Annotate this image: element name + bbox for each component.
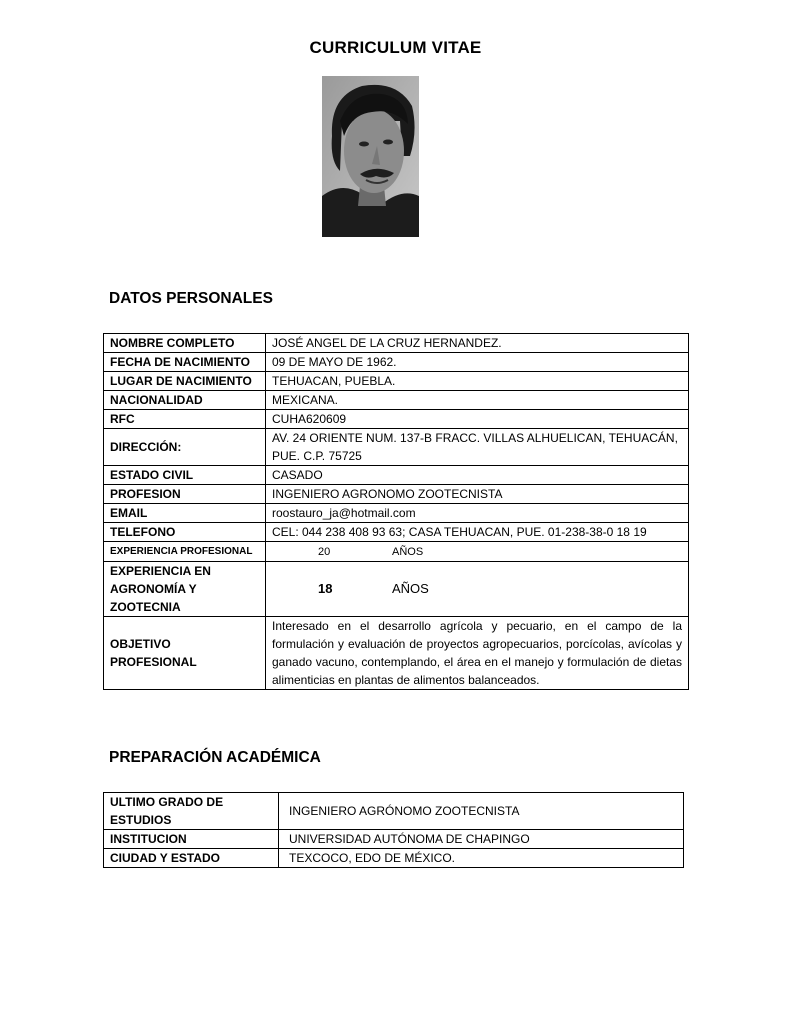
row-value: TEXCOCO, EDO DE MÉXICO.: [279, 849, 684, 868]
experience-label: EXPERIENCIA PROFESIONAL: [104, 542, 266, 562]
row-value: MEXICANA.: [266, 391, 689, 410]
table-row: [104, 485, 689, 504]
table-row: [104, 410, 689, 429]
experience-years: 20: [318, 546, 331, 558]
row-label: PROFESION: [104, 485, 266, 504]
profile-photo: [322, 76, 419, 237]
row-value: AV. 24 ORIENTE NUM. 137-B FRACC. VILLAS ALHUELICAN, TEHUACÁN, PUE. C.P. 75725: [266, 429, 689, 466]
agro-experience-unit: AÑOS: [392, 581, 429, 596]
table-row: [104, 353, 689, 372]
email-value: roostauro_ja@hotmail.com: [266, 504, 689, 523]
objective-label: OBJETIVO PROFESIONAL: [104, 617, 266, 690]
table-row: [104, 466, 689, 485]
table-row: [104, 793, 684, 830]
table-row: [104, 334, 689, 353]
row-value: 09 DE MAYO DE 1962.: [266, 353, 689, 372]
row-label: CIUDAD Y ESTADO: [104, 849, 279, 868]
table-row: [104, 617, 689, 690]
table-row: [104, 849, 684, 868]
table-row: [104, 391, 689, 410]
row-label: NACIONALIDAD: [104, 391, 266, 410]
row-label: FECHA DE NACIMIENTO: [104, 353, 266, 372]
agro-experience-value: [266, 562, 689, 617]
row-label: ULTIMO GRADO DE ESTUDIOS: [104, 793, 279, 830]
agro-experience-label: EXPERIENCIA EN AGRONOMÍA Y ZOOTECNIA: [104, 562, 266, 617]
phone-value: CEL: 044 238 408 93 63; CASA TEHUACAN, PUE. 01-238-38-0 18 19: [266, 523, 689, 542]
objective-value: Interesado en el desarrollo agrícola y pecuario, en el campo de la formulación y evaluación de proyectos agropecuarios, porcícolas, avícolas y ganado vacuno, contemplando, el área en el manejo y formulación de dietas alimenticias en plantas de alimentos balanceados.: [266, 617, 689, 690]
row-value: JOSÉ ANGEL DE LA CRUZ HERNANDEZ.: [266, 334, 689, 353]
row-label: RFC: [104, 410, 266, 429]
row-value: INGENIERO AGRÓNOMO ZOOTECNISTA: [279, 793, 684, 830]
row-value: CUHA620609: [266, 410, 689, 429]
personal-data-table: [103, 333, 689, 690]
academic-heading: PREPARACIÓN ACADÉMICA: [109, 749, 321, 766]
row-value: UNIVERSIDAD AUTÓNOMA DE CHAPINGO: [279, 830, 684, 849]
row-value: TEHUACAN, PUEBLA.: [266, 372, 689, 391]
row-label: EMAIL: [104, 504, 266, 523]
document-title: CURRICULUM VITAE: [309, 38, 482, 57]
table-row: [104, 429, 689, 466]
row-label: LUGAR DE NACIMIENTO: [104, 372, 266, 391]
personal-data-heading: DATOS PERSONALES: [109, 290, 273, 307]
table-row: [104, 562, 689, 617]
row-label: TELEFONO: [104, 523, 266, 542]
row-label: ESTADO CIVIL: [104, 466, 266, 485]
row-value: CASADO: [266, 466, 689, 485]
row-label: INSTITUCION: [104, 830, 279, 849]
table-row: [104, 542, 689, 562]
experience-unit: AÑOS: [392, 546, 424, 558]
table-row: [104, 830, 684, 849]
row-label: NOMBRE COMPLETO: [104, 334, 266, 353]
row-label: DIRECCIÓN:: [104, 429, 266, 466]
row-value: INGENIERO AGRONOMO ZOOTECNISTA: [266, 485, 689, 504]
experience-value: [266, 542, 689, 562]
academic-table: [103, 792, 684, 868]
portrait-image: [322, 76, 419, 237]
agro-experience-years: 18: [318, 581, 333, 596]
table-row: [104, 523, 689, 542]
table-row: [104, 372, 689, 391]
table-row: [104, 504, 689, 523]
